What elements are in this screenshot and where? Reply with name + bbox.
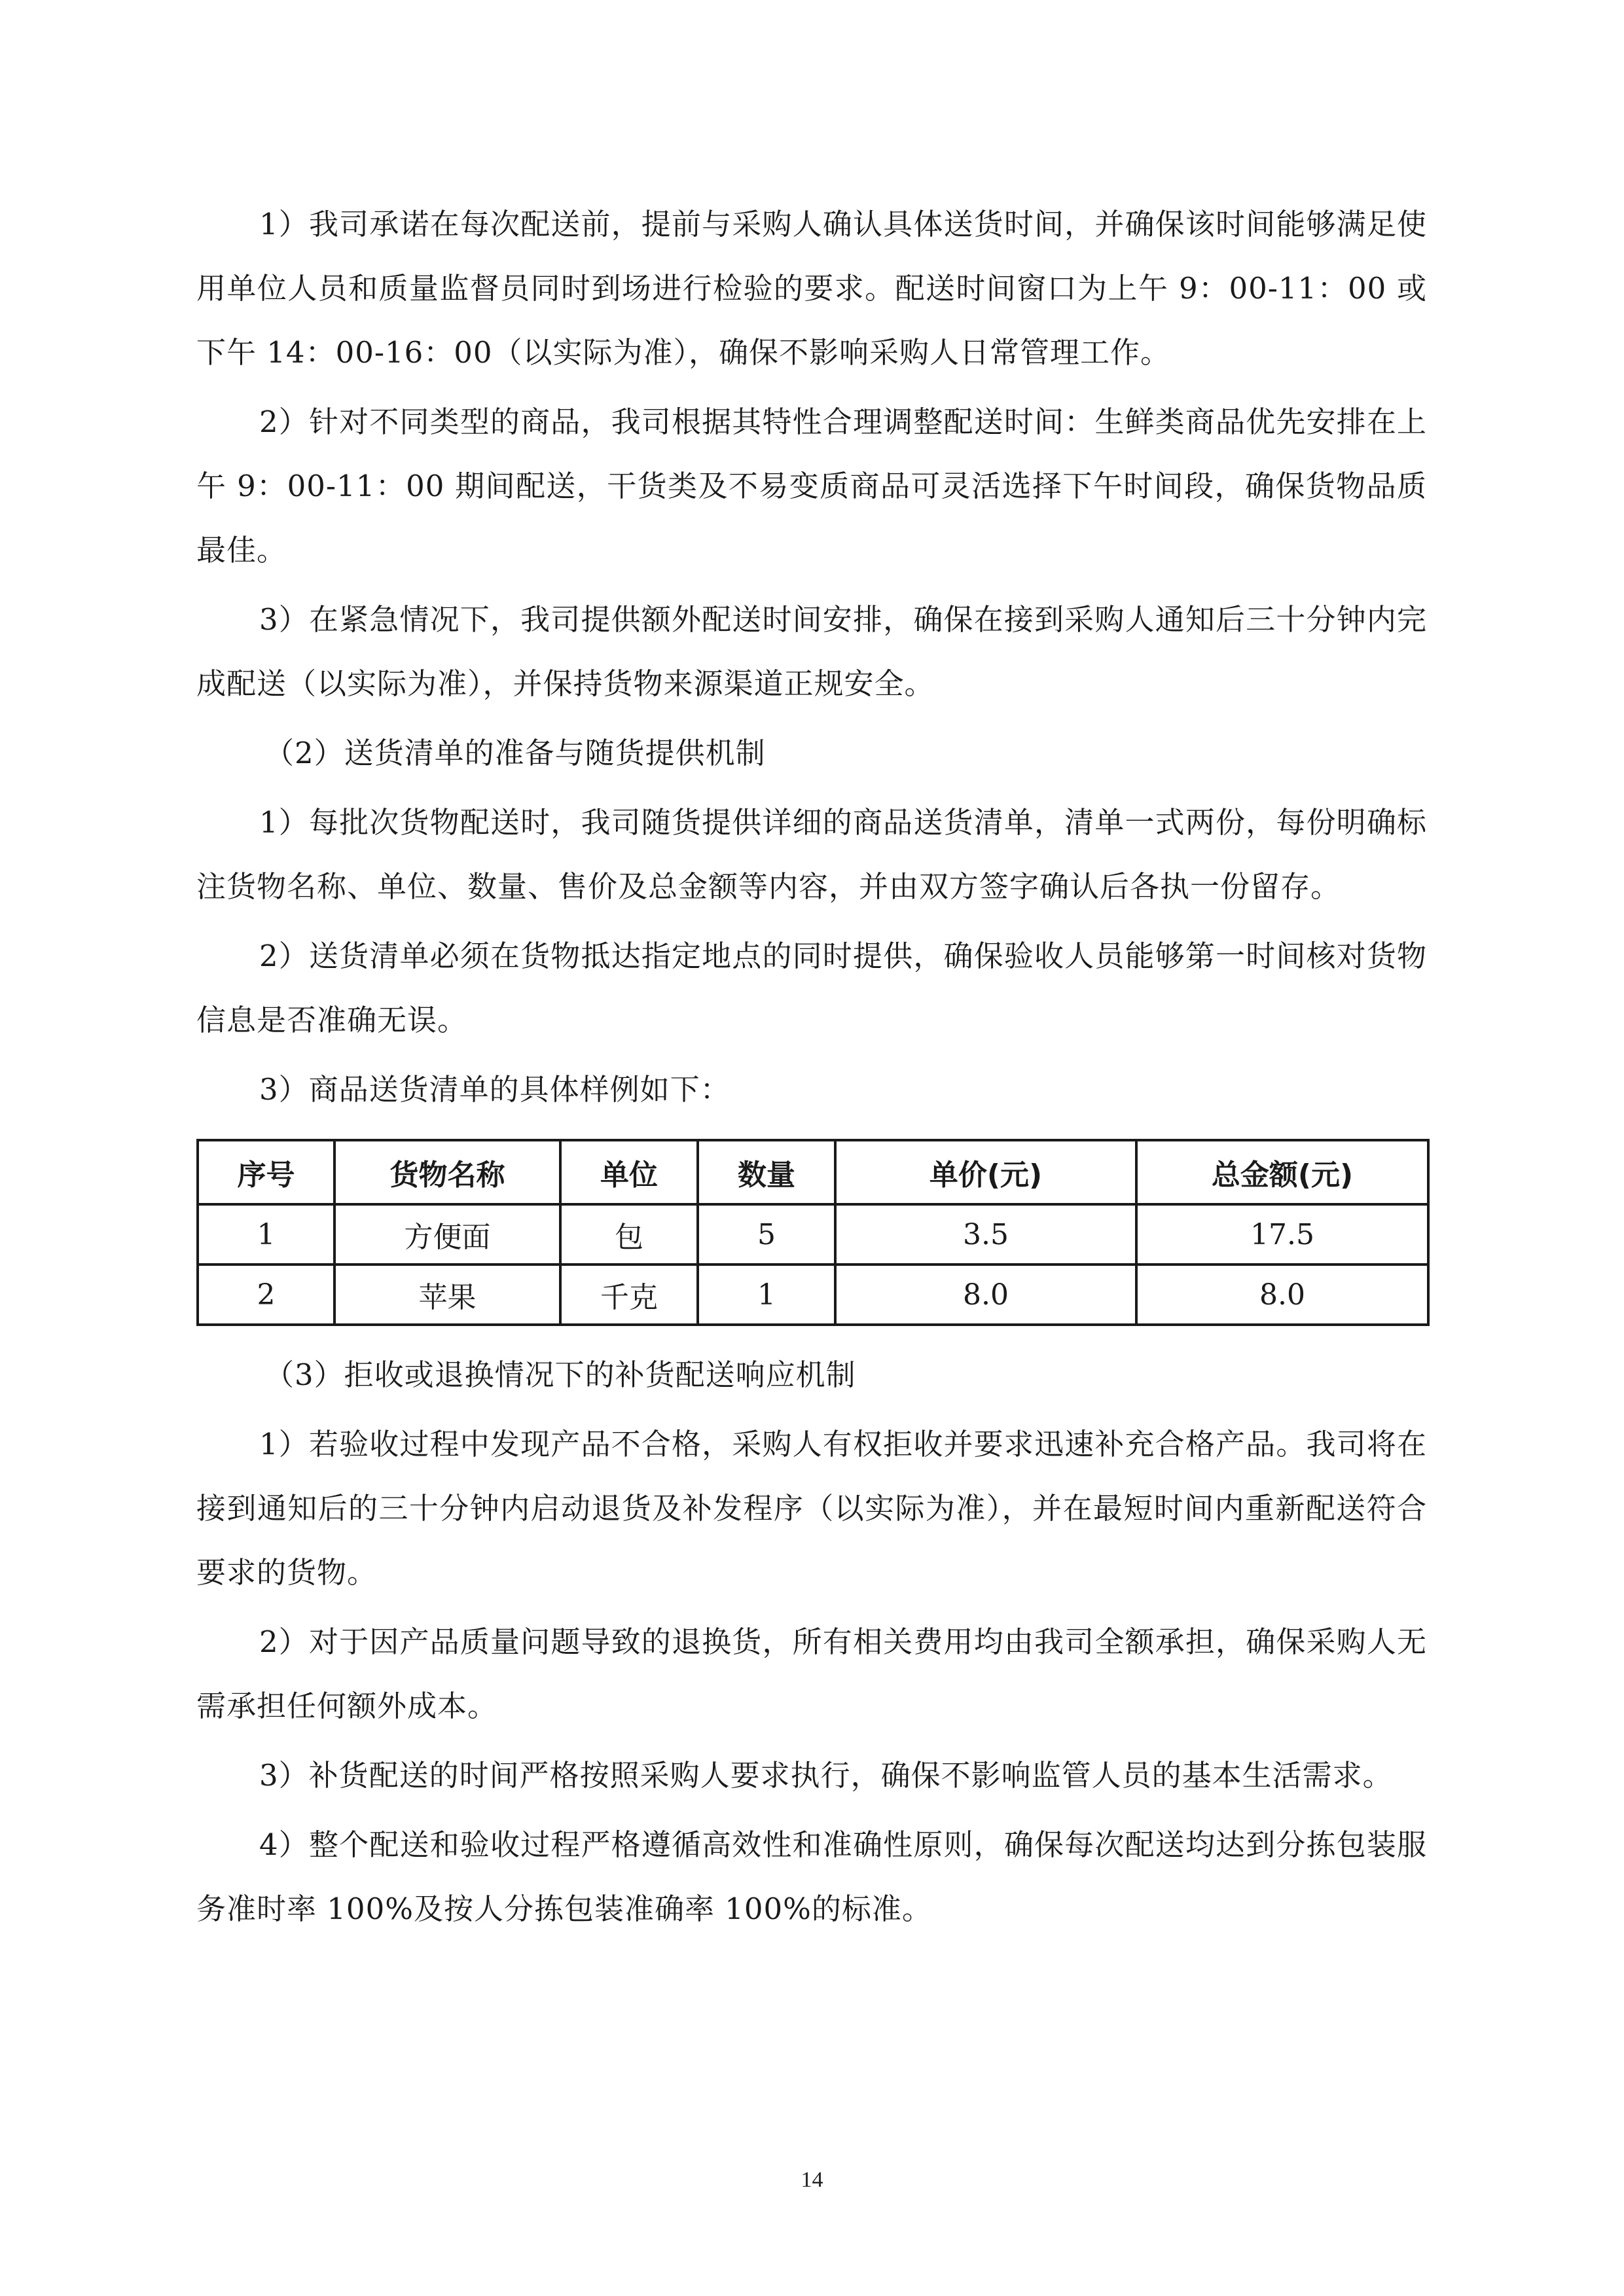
paragraph-delivery-time-1: 1）我司承诺在每次配送前，提前与采购人确认具体送货时间，并确保该时间能够满足使用单位人员和质量监督员同时到场进行检验的要求。配送时间窗口为上午 9：00-11：00 或下午 14：00-16：00（以实际为准），确保不影响采购人日常管理工作。	[196, 207, 1427, 370]
cell-unit-price: 8.0	[835, 1265, 1136, 1325]
header-unit: 单位	[560, 1140, 698, 1204]
header-total-amount: 总金额(元)	[1136, 1140, 1428, 1204]
header-quantity: 数量	[698, 1140, 835, 1204]
table-row	[198, 1204, 1428, 1265]
cell-unit: 千克	[560, 1265, 698, 1325]
page-content	[196, 192, 1427, 1946]
paragraph-delivery-time-3: 3）在紧急情况下，我司提供额外配送时间安排，确保在接到采购人通知后三十分钟内完成配送（以实际为准），并保持货物来源渠道正规安全。	[196, 602, 1427, 701]
section-3-paragraph-3: 3）补货配送的时间严格按照采购人要求执行，确保不影响监管人员的基本生活需求。	[259, 1758, 1393, 1793]
cell-goods-name: 苹果	[334, 1265, 560, 1325]
section-2-paragraph-1: 1）每批次货物配送时，我司随货提供详细的商品送货清单，清单一式两份，每份明确标注货物名称、单位、数量、售价及总金额等内容，并由双方签字确认后各执一份留存。	[196, 805, 1427, 904]
section-2-paragraph-2: 2）送货清单必须在货物抵达指定地点的同时提供，确保验收人员能够第一时间核对货物信息是否准确无误。	[196, 939, 1427, 1037]
cell-total-amount: 17.5	[1136, 1204, 1428, 1265]
header-serial-number: 序号	[198, 1140, 334, 1204]
section-2-heading: （2）送货清单的准备与随货提供机制	[264, 736, 766, 770]
cell-unit: 包	[560, 1204, 698, 1265]
table-row	[198, 1265, 1428, 1325]
section-2-paragraph-3: 3）商品送货清单的具体样例如下：	[259, 1072, 731, 1107]
section-3-paragraph-4: 4）整个配送和验收过程严格遵循高效性和准确性原则，确保每次配送均达到分拣包装服务准时率 100%及按人分拣包装准确率 100%的标准。	[196, 1827, 1427, 1926]
header-unit-price: 单价(元)	[835, 1140, 1136, 1204]
section-3-paragraph-1: 1）若验收过程中发现产品不合格，采购人有权拒收并要求迅速补充合格产品。我司将在接到通知后的三十分钟内启动退货及补发程序（以实际为准），并在最短时间内重新配送符合要求的货物。	[196, 1427, 1427, 1590]
cell-goods-name: 方便面	[334, 1204, 560, 1265]
delivery-list-table	[196, 1139, 1430, 1326]
cell-serial-number: 1	[198, 1204, 334, 1265]
paragraph-delivery-time-2: 2）针对不同类型的商品，我司根据其特性合理调整配送时间：生鲜类商品优先安排在上午 9：00-11：00 期间配送，干货类及不易变质商品可灵活选择下午时间段，确保货物品质最佳。	[196, 404, 1427, 567]
cell-quantity: 5	[698, 1204, 835, 1265]
cell-quantity: 1	[698, 1265, 835, 1325]
section-3-paragraph-2: 2）对于因产品质量问题导致的退换货，所有相关费用均由我司全额承担，确保采购人无需承担任何额外成本。	[196, 1624, 1427, 1723]
table-header-row	[198, 1140, 1428, 1204]
cell-total-amount: 8.0	[1136, 1265, 1428, 1325]
cell-unit-price: 3.5	[835, 1204, 1136, 1265]
header-goods-name: 货物名称	[334, 1140, 560, 1204]
delivery-list-table-wrapper	[196, 1139, 1427, 1326]
cell-serial-number: 2	[198, 1265, 334, 1325]
section-3-heading: （3）拒收或退换情况下的补货配送响应机制	[264, 1357, 856, 1392]
page-number: 14	[801, 2168, 823, 2192]
